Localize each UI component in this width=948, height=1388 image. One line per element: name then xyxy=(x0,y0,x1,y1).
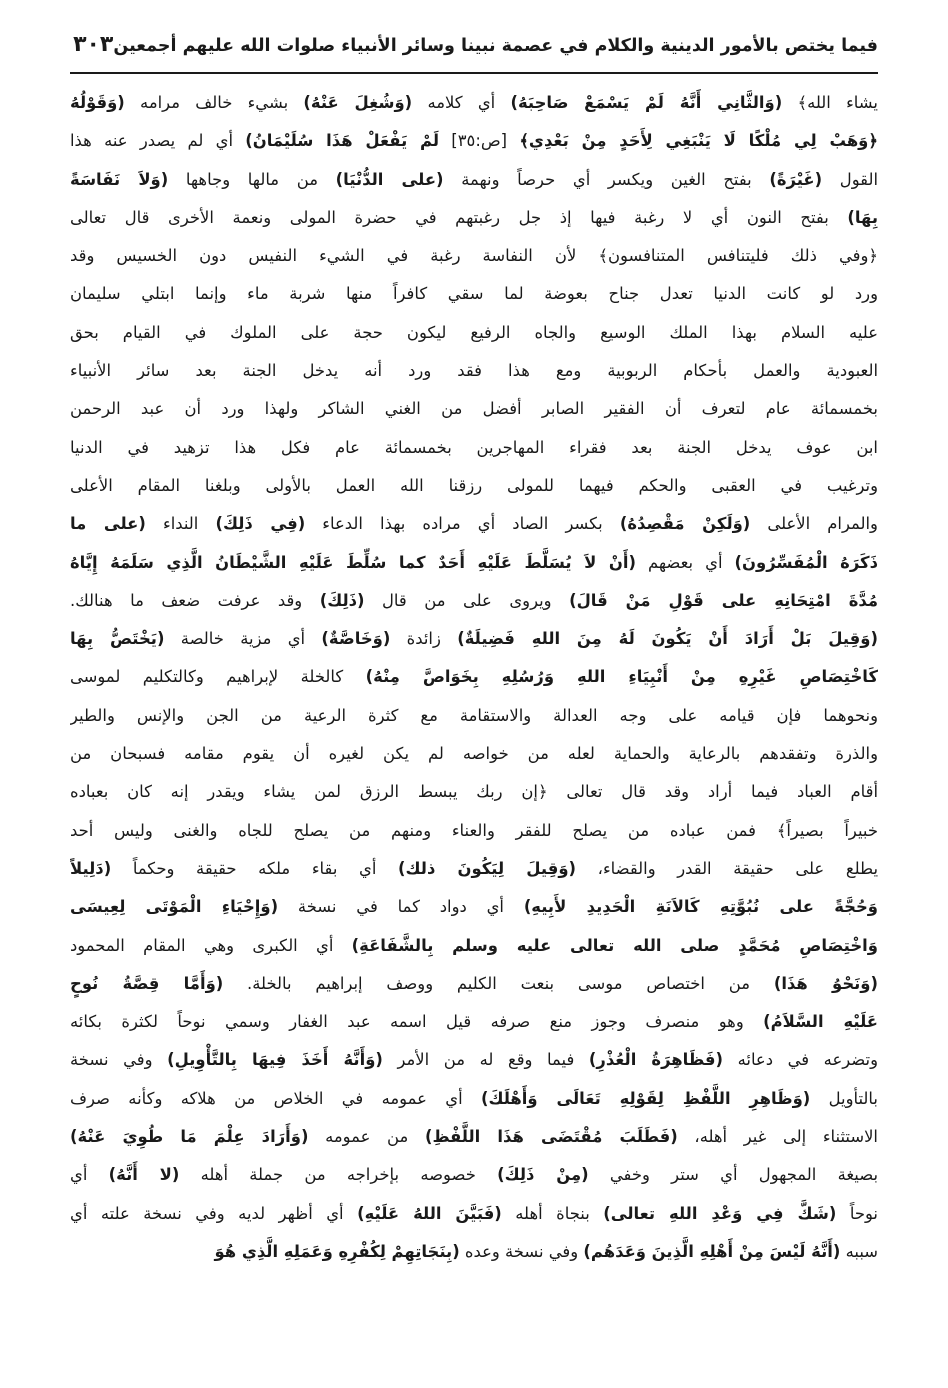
sharh-segment: عليه السلام بهذا الملك الوسيع والجاه الرفيع ليكون حجة على الملوك في القيام بحق xyxy=(70,322,878,342)
text-line xyxy=(70,275,878,313)
sharh-segment: ﴿وفي ذلك فليتنافس المتنافسون﴾ لأن النفاسة رغبة في الشيء النفيس دون الخسيس وقد xyxy=(70,246,878,266)
running-title: فيما يختص بالأمور الدينية والكلام في عصمة نبينا وسائر الأنبياء صلوات الله عليهم أجمعين xyxy=(113,36,878,56)
matn-segment: وَاخْتِصَاصِ مُحَمَّدٍ صلى الله تعالى عليه وسلم بِالشَّفَاعَةِ) xyxy=(351,935,878,955)
matn-segment: (وَالثَّانِي أَنَّهُ لَمْ يَسْمَعْ صَاحِبَهُ) xyxy=(510,93,783,112)
matn-segment: (شَكَّ فِي وَعْدِ اللهِ تعالى) xyxy=(603,1203,837,1223)
sharh-segment: أي دواد كما في نسخة xyxy=(278,897,524,917)
matn-segment: كَاخْتِصَاصِ غَيْرِهِ مِنْ أَنْبِيَاءِ اللهِ وَرُسُلِهِ بِخَوَاصَّ مِنْهُ) xyxy=(365,667,878,687)
text-line xyxy=(70,1080,878,1118)
book-page xyxy=(70,30,878,1360)
matn-segment: (ذَلِكَ) xyxy=(319,590,365,610)
sharh-segment: أقام العباد فيما أراد وقد قال تعالى ﴿إن ربك يبسط الرزق لمن يشاء ويقدر إنه كان بعباده xyxy=(70,782,878,802)
matn-segment: وَحُجَّةً على نُبُوَّتِهِ كَالاَنَةِ الْحَدِيدِ لأَبِيهِ) xyxy=(523,897,878,917)
text-line xyxy=(70,773,878,811)
matn-segment: (لا أَنَّهُ) xyxy=(108,1165,180,1185)
sharh-segment: وترغيب في العقبى والحكم فيهما للمولى رزقنا الله العمل بالأولى وبلغنا المقام الأعلى xyxy=(70,475,878,495)
sharh-segment: أي مزية خالصة xyxy=(164,629,322,649)
matn-segment: (فِي ذَلِكَ) xyxy=(215,514,306,534)
text-line xyxy=(70,1041,878,1079)
sharh-segment: أي أظهر لديه وفي نسخة علته أي xyxy=(70,1203,358,1223)
text-line xyxy=(70,1233,878,1271)
matn-segment: مُدَّةَ امْتِحَانِهِ على قَوْلِ مَنْ قَالَ) xyxy=(569,590,878,610)
text-line xyxy=(70,199,878,237)
sharh-segment: كالخلة لإبراهيم وكالتكليم لموسى xyxy=(70,667,366,687)
text-line xyxy=(70,812,878,850)
text-line xyxy=(70,927,878,965)
text-line xyxy=(70,1003,878,1041)
matn-segment: (على ما xyxy=(70,514,146,534)
matn-segment: لَمْ يَفْعَلْ هَذَا سُلَيْمَانُ) xyxy=(245,131,440,151)
sharh-segment: أي بقاء ملكه حقيقة وحكماً xyxy=(111,858,399,878)
sharh-segment: الاستثناء إلى غير أهله، xyxy=(677,1127,878,1147)
sharh-segment: خبيراً بصيراً﴾ فمن عباده من يصلح للفقر والعناء ومنهم من يصلح للجاه والغنى وليس أحد xyxy=(70,820,878,840)
matn-segment: (وَشُغِلَ عَنْهُ) xyxy=(303,93,413,112)
matn-segment: (أَنْ لاَ يُسَلَّطَ عَلَيْهِ أَحَدٌ كما سُلِّطَ عَلَيْهِ الشَّيْطَانُ الَّذِي سَلَمَهُ إِيَّاهُ xyxy=(70,552,636,572)
text-line xyxy=(70,352,878,390)
text-line xyxy=(70,735,878,773)
sharh-segment: [ص:٣٥] xyxy=(439,131,520,151)
sharh-segment: وقد عرفت ضعف ما هنالك. xyxy=(70,590,320,610)
text-line xyxy=(70,122,878,160)
sharh-segment: وتضرعه في دعائه xyxy=(723,1050,878,1070)
text-line xyxy=(70,697,878,735)
sharh-segment: سببه xyxy=(840,1241,878,1261)
sharh-segment: بشيء خالف مرامه xyxy=(124,93,304,112)
matn-segment: (وَأَرَادَ عِلْمَ مَا طُوِيَ عَنْهُ) xyxy=(70,1127,309,1147)
sharh-segment: ويروى على من قال xyxy=(364,590,570,610)
text-line xyxy=(70,888,878,926)
sharh-segment: وهو منصرف وجوز منع صرفه قيل اسمه عبد الغفار وسمي نوحاً لكثرة بكائه xyxy=(70,1012,764,1032)
matn-segment: (على الدُّنْيَا) xyxy=(335,169,444,189)
running-header xyxy=(70,30,878,68)
text-line xyxy=(70,237,878,275)
sharh-segment: نوحاً xyxy=(836,1203,878,1223)
sharh-segment: والذرة وتفقدهم بالرعاية والحماية لعله من خواصه لم يكن لغيره أن يقوم مقامه فسبحان من xyxy=(70,744,878,764)
sharh-segment: أي xyxy=(70,1165,109,1185)
sharh-segment: خصوصه بإخراجه من جملة أهله xyxy=(179,1165,498,1185)
sharh-segment: من اختصاص موسى بنعت الكليم ووصف إبراهيم بالخلة. xyxy=(223,973,774,993)
sharh-segment: أي عمومه في الخلاص من هلاكه وكأنه صرف xyxy=(70,1088,481,1108)
matn-segment: بِهَا) xyxy=(847,207,878,227)
sharh-segment: من مالها وجاهها xyxy=(168,169,336,189)
matn-segment: (وَلاَ نَفَاسَةً xyxy=(70,169,169,189)
matn-segment: (مِنْ ذَلِكَ) xyxy=(497,1165,589,1185)
sharh-segment: بخمسمائة عام لتعرف أن الفقير الصابر أفضل من الغني الشاكر ولهذا ورد أن عبد الرحمن xyxy=(70,399,878,419)
text-line xyxy=(70,314,878,352)
text-line xyxy=(70,84,878,122)
text-line xyxy=(70,850,878,888)
matn-segment: (يَخْتَصُّ بِهَا xyxy=(70,629,165,649)
sharh-segment: النداء xyxy=(145,514,216,534)
sharh-segment: بصيغة المجهول أي ستر وخفي xyxy=(588,1165,878,1185)
sharh-segment: أي بعضهم xyxy=(635,552,735,572)
matn-segment: ذَكَرَهُ الْمُفَسِّرُونَ) xyxy=(734,552,878,572)
header-rule xyxy=(70,72,878,74)
sharh-segment: يشاء الله﴾ xyxy=(782,93,878,112)
sharh-segment: العبودية والعمل بأحكام الربوبية ومع هذا فقد ورد أنه يدخل الجنة بعد سائر الأنبياء xyxy=(70,361,878,381)
sharh-segment: بكسر الصاد أي مراده بهذا الدعاء xyxy=(305,514,620,534)
text-line xyxy=(70,1118,878,1156)
text-line xyxy=(70,544,878,582)
sharh-segment: زائدة xyxy=(390,629,458,649)
text-line xyxy=(70,965,878,1003)
matn-segment: (وَنَحْوُ هَذَا) xyxy=(773,973,878,993)
sharh-segment: أي كلامه xyxy=(412,93,511,112)
matn-segment: (وَقِيلَ بَلْ أَرَادَ أَنْ يَكُونَ لَهُ مِنَ اللهِ فَضِيلَةٌ) xyxy=(457,629,878,649)
matn-segment: (بِنَجَاتِهِمْ لِكُفْرِهِ وَعَمَلِهِ الَّذِي هُوَ xyxy=(214,1241,460,1261)
sharh-segment: بفتح الغين ويكسر أي حرصاً ونهمة xyxy=(443,169,770,189)
matn-segment: (فَطَلَبَ مُقْتَضَى هَذَا اللَّفْظِ) xyxy=(424,1127,678,1147)
matn-segment: (وَإِحْيَاءِ الْمَوْتَى لِعِيسَى xyxy=(70,897,279,917)
matn-segment: (وَخَاصَّةٌ) xyxy=(321,629,391,649)
matn-segment: (فَبَيَّنَ اللهُ عَلَيْهِ) xyxy=(357,1203,502,1223)
sharh-segment: أي الكبرى وهي المقام المحمود xyxy=(70,935,352,955)
matn-segment: ﴿وَهَبْ لِي مُلْكًا لَا يَنْبَغِي لِأَحَدٍ مِنْ بَعْدِي﴾ xyxy=(519,131,878,151)
sharh-segment: والمرام الأعلى xyxy=(750,514,878,534)
sharh-segment: يطلع على حقيقة القدر والقضاء، xyxy=(576,858,878,878)
matn-segment: عَلَيْهِ السَّلاَمُ) xyxy=(763,1012,878,1032)
text-line xyxy=(70,429,878,467)
matn-segment: (وَأَمَّا قِصَّةُ نُوحٍ xyxy=(70,973,224,993)
text-line xyxy=(70,1156,878,1194)
matn-segment: (وَظَاهِرِ اللَّفْظِ لِقَوْلِهِ تَعَالَى وَأَهْلَكَ) xyxy=(480,1088,811,1108)
matn-segment: (وَلَكِنْ مَقْصِدُهُ) xyxy=(619,514,751,534)
matn-segment: (دَلِيلاً xyxy=(70,858,112,878)
text-line xyxy=(70,620,878,658)
text-line xyxy=(70,582,878,620)
text-line xyxy=(70,1195,878,1233)
sharh-segment: القول xyxy=(822,169,878,189)
sharh-segment: وفي نسخة وعده xyxy=(459,1241,584,1261)
sharh-segment: ابن عوف يدخل الجنة بعد فقراء المهاجرين بخمسمائة عام فكل هذا تزهيد في الدنيا xyxy=(70,437,878,457)
text-line xyxy=(70,161,878,199)
matn-segment: (غَيْرَةً) xyxy=(769,169,823,189)
matn-segment: (أَنَّهُ لَيْسَ مِنْ أَهْلِهِ الَّذِينَ وَعَدَهُم) xyxy=(583,1241,841,1261)
sharh-segment: من عمومه xyxy=(308,1127,425,1147)
page-number: ٣٠٣ xyxy=(73,32,114,57)
matn-segment: (وَأَنَّهُ أَخَذَ فِيهَا بِالتَّأْوِيلِ) xyxy=(167,1050,383,1070)
text-line xyxy=(70,390,878,428)
sharh-segment: بفتح النون أي لا رغبة فيها إذ جل رغبتهم في حضرة المولى ونعمة الأخرى قال تعالى xyxy=(70,207,848,227)
sharh-segment: بالتأويل xyxy=(810,1088,878,1108)
sharh-segment: بنجاة أهله xyxy=(501,1203,604,1223)
matn-segment: (فَظَاهِرَةُ الْعُذْرِ) xyxy=(588,1050,723,1070)
commentary-text xyxy=(70,84,878,1271)
matn-segment: (وَقِيلَ لِيَكُونَ ذلك) xyxy=(398,858,577,878)
sharh-segment: ونحوهما فإن قيامه على وجه العدالة والاستقامة مع كثرة الرعية من الجن والإنس والطير xyxy=(70,705,878,725)
sharh-segment: أي لم يصدر عنه هذا xyxy=(70,131,246,151)
sharh-segment: وفي نسخة xyxy=(70,1050,168,1070)
matn-segment: (وَقَوْلُهُ xyxy=(70,93,125,112)
text-line xyxy=(70,658,878,696)
sharh-segment: ورد لو كانت الدنيا تعدل جناح بعوضة لما سقي كافراً منها شربة ماء وإنما ابتلي سليمان xyxy=(70,284,878,304)
sharh-segment: فيما وقع له من الأمر xyxy=(382,1050,589,1070)
text-line xyxy=(70,505,878,543)
text-line xyxy=(70,467,878,505)
